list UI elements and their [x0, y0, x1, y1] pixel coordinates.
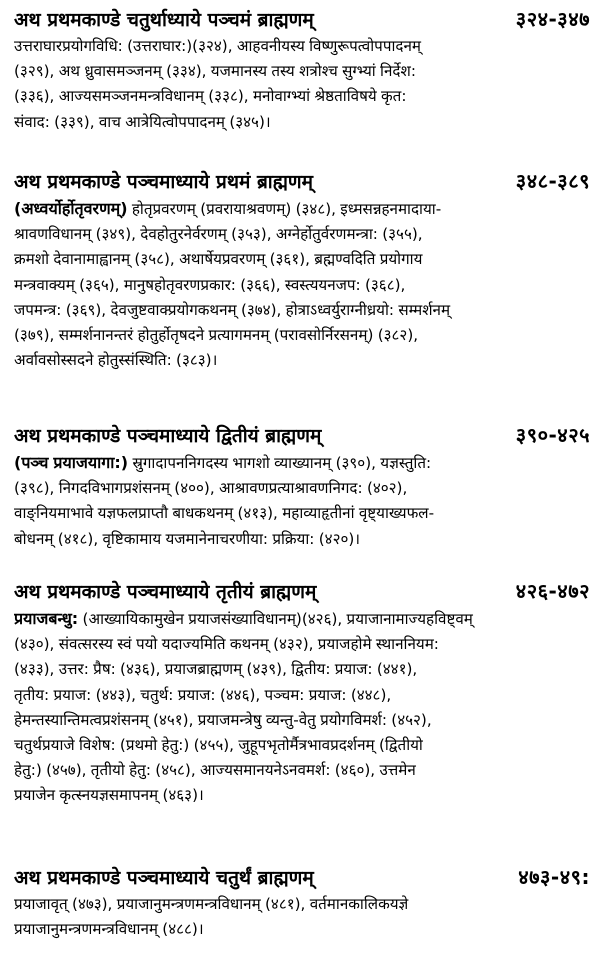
text-line — [14, 606, 590, 632]
section-body — [14, 34, 590, 135]
text-line: वाङ्नियमाभावे यज्ञफलप्राप्तौ बाधकथनम् (४१३), महाव्याहृतीनां वृष्ट्याख्यफल- — [14, 504, 435, 523]
section-heading — [14, 4, 590, 34]
text-line: हेतु:) (४५७), तृतीयो हेतु: (४५८), आज्यसमानयनेऽनवमर्श: (४६०), उत्तमेन — [14, 761, 416, 780]
section-heading — [14, 420, 590, 450]
text-line: क्रमशो देवानामाह्वानम् (३५८), अथार्षेयप्रवरणम् (३६१), ब्रह्मण्वदिति प्रयोगाय — [14, 250, 423, 269]
section-2 — [14, 166, 590, 373]
heading-title: अथ प्रथमकाण्डे चतुर्थाध्याये पञ्चमं ब्राह्मणम् — [14, 9, 314, 31]
text-line: तृतीय: प्रयाज: (४४३), चतुर्थ: प्रयाज: (४४६), पञ्चम: प्रयाज: (४४८), — [14, 685, 392, 704]
section-body — [14, 196, 590, 373]
section-3 — [14, 420, 590, 552]
page-range: ४२६-४७२ — [515, 579, 590, 603]
section-lead: प्रयाजबन्धु: — [14, 609, 79, 628]
page-range: ३२४-३४७ — [515, 7, 590, 31]
text-line: (३२९), अथ ध्रुवासमञ्जनम् (३३४), यजमानस्य तस्य शत्रोश्च सुग्भ्यां निर्देश: — [14, 62, 416, 81]
section-1 — [14, 4, 590, 135]
text-fragment: स्रुगादापननिगदस्य भागशो व्याख्यानम् (३९०), यज्ञस्तुति: — [128, 454, 432, 472]
section-body — [14, 606, 590, 809]
page-range: ३४८-३८९ — [515, 169, 590, 193]
text-line: श्रावणविधानम् (३४९), देवहोतुरनेर्वरणम् (३५३), अग्नेर्होतुर्वरणमन्त्रा: (३५५), — [14, 225, 423, 244]
heading-title: अथ प्रथमकाण्डे पञ्चमाध्याये चतुर्थं ब्राह्मणम् — [14, 867, 314, 889]
section-body — [14, 892, 590, 942]
text-line: प्रयाजावृत् (४७३), प्रयाजानुमन्त्रणमन्त्रविधानम् (४८१), वर्तमानकालिकयज्ञे — [14, 895, 409, 913]
text-line: अर्वावसोस्सदने होतुस्संस्थिति: (३८३)। — [14, 351, 218, 370]
text-line: संवाद: (३३९), वाच आत्रेयित्वोपपादनम् (३४५)। — [14, 112, 271, 131]
page-range: ३९०-४२५ — [515, 423, 590, 447]
section-lead: (अध्वर्योर्होतृवरणम्) — [14, 199, 128, 218]
heading-title: अथ प्रथमकाण्डे पञ्चमाध्याये द्वितीयं ब्राह्मणम् — [14, 425, 322, 447]
section-heading — [14, 166, 590, 196]
section-heading — [14, 862, 590, 892]
text-line — [14, 196, 590, 222]
text-line: उत्तराघारप्रयोगविधि: (उत्तराघार:)(३२४), आहवनीयस्य विष्णुरूपत्वोपपादनम् — [14, 37, 421, 55]
text-fragment: (आख्यायिकामुखेन प्रयाजसंख्याविधानम्)(४२६), प्रयाजानामाज्यहविष्ट्वम् — [78, 610, 473, 628]
text-line: (३७९), सम्मर्शनानन्तरं होतुर्होतृषदने प्रत्यागमनम् (परावसोर्निरसनम्) (३८२), — [14, 326, 419, 345]
text-fragment: होतृप्रवरणम् (प्रवरायाश्रवणम्) (३४८), इध्मसन्नहनमादाया- — [127, 200, 442, 218]
text-line: प्रयाजानुमन्त्रणमन्त्रविधानम् (४८८)। — [14, 920, 204, 939]
section-lead: (पञ्च प्रयाजयागा:) — [14, 453, 129, 472]
text-line: (३३६), आज्यसमञ्जनमन्त्रविधानम् (३३८), मनोवाग्भ्यां श्रेष्ठताविषये कृत: — [14, 87, 407, 106]
section-heading — [14, 576, 590, 606]
text-line: (४३३), उत्तर: प्रैष: (४३६), प्रयाजब्राह्मणम् (४३९), द्वितीय: प्रयाज: (४४१), — [14, 660, 418, 679]
section-4 — [14, 576, 590, 809]
section-5 — [14, 862, 590, 942]
text-line: (३९८), निगदविभागप्रशंसनम् (४००), आश्रावणप्रत्याश्रावणनिगद: (४०२), — [14, 479, 408, 498]
text-line: चतुर्थप्रयाजे विशेष: (प्रथमो हेतु:) (४५५), जुहूपभृतोर्मैत्रभावप्रदर्शनम् (द्वितीयो — [14, 736, 423, 755]
text-line: प्रयाजेन कृत्स्नयज्ञसमापनम् (४६३)। — [14, 786, 204, 805]
heading-title: अथ प्रथमकाण्डे पञ्चमाध्याये तृतीयं ब्राह्मणम् — [14, 581, 317, 603]
section-body — [14, 450, 590, 552]
text-line: हेमन्तस्यान्तिमत्वप्रशंसनम् (४५१), प्रयाजमन्त्रेषु व्यन्तु-वेतु प्रयोगविमर्श: (४५२), — [14, 710, 432, 729]
page-range: ४७३-४९: — [518, 865, 590, 889]
heading-title: अथ प्रथमकाण्डे पञ्चमाध्याये प्रथमं ब्राह्मणम् — [14, 171, 314, 193]
text-line: मन्त्रवाक्यम् (३६५), मानुषहोतृवरणप्रकार: (३६६), स्वस्त्ययनजप: (३६८), — [14, 275, 406, 294]
text-line — [14, 450, 590, 476]
text-line: जपमन्त्र: (३६९), देवजुष्टवाक्प्रयोगकथनम् (३७४), होत्राऽध्वर्युराग्नीध्रयो: सम्मर्शनम् — [14, 300, 451, 319]
text-line: बोधनम् (४१८), वृष्टिकामाय यजमानेनाचरणीया: प्रक्रिया: (४२०)। — [14, 529, 361, 548]
text-line: (४३०), संवत्सरस्य स्वं पयो यदाज्यमिति कथनम् (४३२), प्रयाजहोमे स्थाननियम: — [14, 635, 439, 654]
